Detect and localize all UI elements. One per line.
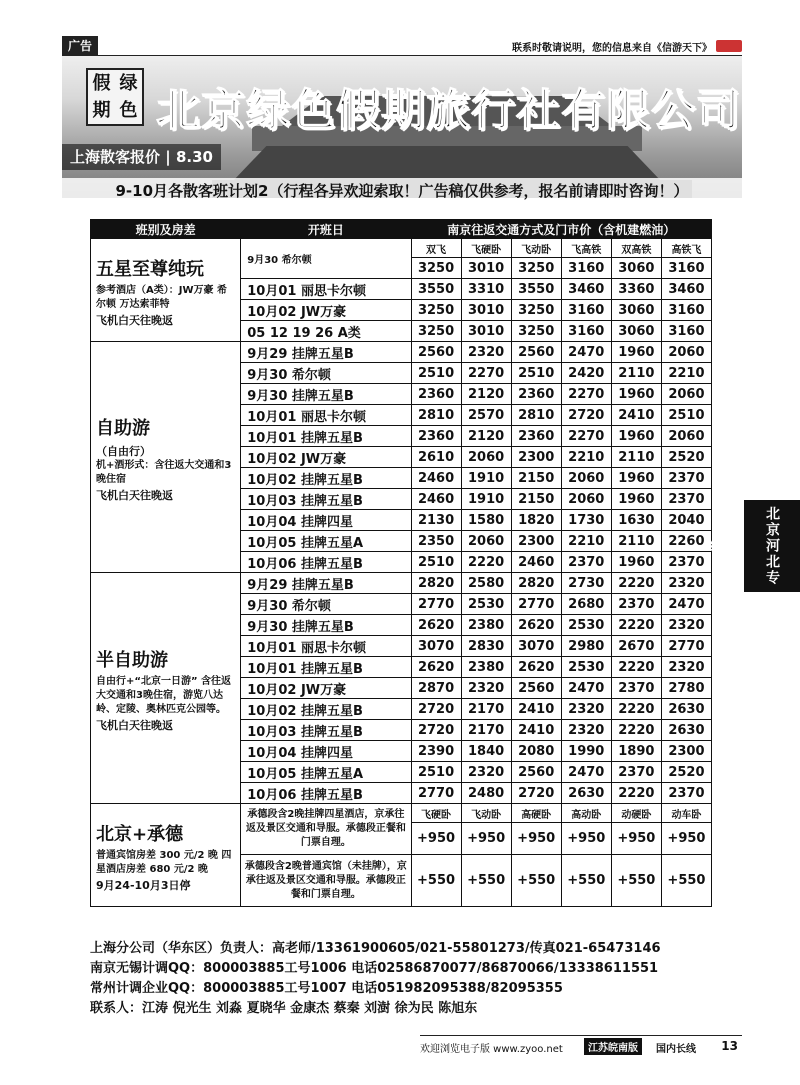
footer-link-text: 欢迎浏览电子版 www.zyoo.net: [420, 1044, 563, 1055]
price-cell: +950: [461, 823, 511, 855]
category-beijing-chengde: [91, 804, 241, 907]
logo-char: 色: [119, 100, 138, 121]
price-cell: 2470: [561, 342, 611, 363]
price-cell: 2300: [511, 447, 561, 468]
price-cell: 1960: [611, 342, 661, 363]
header-price: 南京往返交通方式及门市价（含机建燃油）: [411, 220, 712, 239]
date-cell: 10月05 挂牌五星A: [241, 531, 411, 552]
price-cell: 2220: [611, 615, 661, 636]
price-cell: 2060: [661, 342, 711, 363]
date-cell: 10月05 挂牌五星A: [241, 762, 411, 783]
category-flight-note: 飞机白天往晚返: [96, 719, 173, 732]
price-cell: 2510: [411, 552, 461, 573]
price-cell: 2470: [661, 594, 711, 615]
date-cell: 10月04 挂牌四星: [241, 741, 411, 762]
price-cell: 2770: [661, 636, 711, 657]
price-cell: 3070: [511, 636, 561, 657]
contact-info: [90, 939, 730, 1019]
price-cell: 2720: [511, 783, 561, 804]
price-cell: 2260: [661, 531, 711, 552]
side-tab: 北京河北专线: [744, 500, 800, 592]
price-cell: +550: [511, 855, 561, 907]
price-cell: 3160: [561, 300, 611, 321]
price-cell: 2370: [661, 489, 711, 510]
price-cell: 3160: [561, 258, 611, 279]
price-cell: 3160: [661, 258, 711, 279]
chengde-desc: 承德段含2晚挂牌四星酒店，京承往返及景区交通和导服。承德段正餐和门票自理。: [241, 804, 411, 855]
price-cell: 2170: [461, 699, 511, 720]
price-cell: 1630: [611, 510, 661, 531]
category-title: 北京+承德: [96, 824, 184, 845]
date-cell: 9月30 希尔顿: [241, 239, 411, 279]
category-note: 自由行+“北京一日游” 含往返大交通和3晚住宿，游览八达岭、定陵、奥林匹克公园等。: [96, 676, 232, 715]
price-cell: 2320: [461, 342, 511, 363]
price-cell: 2040: [661, 510, 711, 531]
price-cell: 2370: [611, 678, 661, 699]
price-cell: +550: [611, 855, 661, 907]
transport-label: 高铁飞: [661, 239, 711, 258]
price-cell: +550: [661, 855, 711, 907]
price-cell: 2610: [411, 447, 461, 468]
price-cell: 2780: [661, 678, 711, 699]
transport-label: 飞硬卧: [411, 804, 461, 823]
category-five-star: [91, 239, 241, 342]
category-half-self-guided: [91, 573, 241, 804]
price-cell: 2460: [511, 552, 561, 573]
transport-label: 高动卧: [561, 804, 611, 823]
price-cell: 2320: [661, 615, 711, 636]
price-cell: 2110: [611, 531, 661, 552]
price-cell: 2420: [561, 363, 611, 384]
category-title: 半自助游: [96, 650, 168, 671]
price-cell: 2720: [411, 720, 461, 741]
transport-label: 飞动卧: [511, 239, 561, 258]
price-cell: +950: [511, 823, 561, 855]
date-cell: 9月30 希尔顿: [241, 594, 411, 615]
price-cell: 2370: [611, 594, 661, 615]
date-cell: 10月04 挂牌四星: [241, 510, 411, 531]
publisher-logo-icon: [716, 40, 742, 52]
price-cell: 2150: [511, 489, 561, 510]
price-cell: 2510: [411, 363, 461, 384]
category-flight-note: 飞机白天往晚返: [96, 314, 173, 327]
category-date-note: 9月24-10月3日停: [96, 879, 191, 892]
price-cell: 2670: [611, 636, 661, 657]
category-flight-note: 飞机白天往晚返: [96, 489, 173, 502]
date-cell: 10月01 挂牌五星B: [241, 657, 411, 678]
price-cell: 2530: [461, 594, 511, 615]
price-cell: 2130: [411, 510, 461, 531]
price-cell: 2630: [661, 720, 711, 741]
price-cell: 3160: [661, 321, 711, 342]
price-label: 上海散客报价 | 8.30: [62, 144, 221, 170]
price-cell: 2220: [461, 552, 511, 573]
contact-line: 南京无锡计调QQ：800003885工号1006 电话02586870077/86870066/13338611551: [90, 961, 659, 976]
price-cell: 2520: [661, 447, 711, 468]
price-cell: 2460: [411, 468, 461, 489]
date-cell: 10月02 JW万豪: [241, 678, 411, 699]
transport-label: 动硬卧: [611, 804, 661, 823]
price-cell: 3360: [611, 279, 661, 300]
category-self-guided: [91, 342, 241, 573]
date-cell: 10月01 丽思卡尔顿: [241, 636, 411, 657]
price-cell: 2770: [411, 783, 461, 804]
price-cell: 2320: [561, 699, 611, 720]
price-cell: 3250: [511, 258, 561, 279]
price-cell: 2580: [461, 573, 511, 594]
price-cell: 2720: [411, 699, 461, 720]
price-cell: 2560: [511, 342, 561, 363]
price-cell: 2320: [661, 573, 711, 594]
date-cell: 10月03 挂牌五星B: [241, 489, 411, 510]
price-cell: 3060: [611, 300, 661, 321]
price-cell: 2320: [461, 762, 511, 783]
price-cell: 2620: [511, 657, 561, 678]
price-table: [90, 219, 712, 907]
price-cell: 2300: [511, 531, 561, 552]
category-subtitle: （自由行）: [96, 445, 151, 458]
price-cell: 2370: [661, 468, 711, 489]
date-cell: 9月30 希尔顿: [241, 363, 411, 384]
price-cell: 2810: [511, 405, 561, 426]
price-cell: 3550: [511, 279, 561, 300]
price-cell: 2620: [411, 615, 461, 636]
date-cell: 10月03 挂牌五星B: [241, 720, 411, 741]
price-cell: 2270: [461, 363, 511, 384]
price-cell: 2060: [461, 531, 511, 552]
price-cell: 3070: [411, 636, 461, 657]
price-cell: 2770: [411, 594, 461, 615]
price-cell: 1960: [611, 489, 661, 510]
price-cell: 2060: [661, 426, 711, 447]
contact-line: 上海分公司（华东区）负责人：高老师/13361900605/021-55801273/传真021-65473146: [90, 941, 661, 956]
price-cell: 1730: [561, 510, 611, 531]
date-cell: 05 12 19 26 A类: [241, 321, 411, 342]
price-cell: 2730: [561, 573, 611, 594]
price-cell: 2120: [461, 426, 511, 447]
transport-label: 双飞: [411, 239, 461, 258]
transport-label: 飞高铁: [561, 239, 611, 258]
price-cell: 2150: [511, 468, 561, 489]
date-cell: 10月02 JW万豪: [241, 300, 411, 321]
date-cell: 10月01 挂牌五星B: [241, 426, 411, 447]
price-label-text: 上海散客报价: [70, 148, 161, 166]
footer-section: 国内长线: [656, 1044, 696, 1055]
price-cell: 2530: [561, 615, 611, 636]
price-cell: 2110: [611, 363, 661, 384]
price-cell: 1960: [611, 426, 661, 447]
price-cell: 2320: [561, 720, 611, 741]
price-cell: 2220: [611, 783, 661, 804]
contact-line: 联系人：江涛 倪光生 刘淼 夏晓华 金康杰 蔡秦 刘澍 徐为民 陈旭东: [90, 1001, 478, 1016]
price-cell: 2560: [511, 678, 561, 699]
price-cell: 2410: [511, 720, 561, 741]
price-cell: 3010: [461, 300, 511, 321]
price-cell: 3250: [511, 321, 561, 342]
price-cell: 2470: [561, 678, 611, 699]
price-cell: +550: [461, 855, 511, 907]
date-cell: 9月29 挂牌五星B: [241, 573, 411, 594]
price-cell: 2080: [511, 741, 561, 762]
price-cell: 2410: [511, 699, 561, 720]
price-cell: 2460: [411, 489, 461, 510]
footer-brand: 江苏皖南版: [584, 1038, 642, 1055]
ad-tag: 广告: [62, 36, 98, 56]
price-cell: 2510: [511, 363, 561, 384]
chengde-desc: 承德段含2晚普通宾馆（未挂牌），京承往返及景区交通和导服。承德段正餐和门票自理。: [241, 855, 411, 907]
agency-logo: [86, 68, 144, 126]
price-cell: 3060: [611, 321, 661, 342]
price-cell: 3010: [461, 258, 511, 279]
category-note: 普通宾馆房差 300 元/2 晚 四星酒店房差 680 元/2 晚: [96, 850, 232, 875]
transport-label: 飞动卧: [461, 804, 511, 823]
price-cell: 2380: [461, 615, 511, 636]
price-cell: 3250: [411, 258, 461, 279]
price-cell: 2380: [461, 657, 511, 678]
price-cell: 2060: [561, 468, 611, 489]
price-cell: 2120: [461, 384, 511, 405]
date-cell: 10月06 挂牌五星B: [241, 552, 411, 573]
price-cell: 2520: [661, 762, 711, 783]
price-cell: 3250: [411, 300, 461, 321]
date-cell: 10月02 挂牌五星B: [241, 468, 411, 489]
price-cell: 2620: [411, 657, 461, 678]
price-cell: 2630: [561, 783, 611, 804]
table-row: [91, 342, 712, 363]
price-cell: 2270: [561, 384, 611, 405]
price-cell: 2210: [561, 447, 611, 468]
price-cell: 2620: [511, 615, 561, 636]
price-cell: +550: [561, 855, 611, 907]
price-cell: 2220: [611, 699, 661, 720]
price-cell: 2060: [661, 384, 711, 405]
price-cell: 2110: [611, 447, 661, 468]
transport-label: 动车卧: [661, 804, 711, 823]
header-category: 班别及房差: [91, 220, 241, 239]
price-cell: 2830: [461, 636, 511, 657]
price-cell: 1820: [511, 510, 561, 531]
price-cell: 2870: [411, 678, 461, 699]
price-cell: 3310: [461, 279, 511, 300]
price-cell: 3060: [611, 258, 661, 279]
price-cell: 2510: [661, 405, 711, 426]
contact-line: 常州计调企业QQ：800003885工号1007 电话051982095388/82095355: [90, 981, 563, 996]
price-cell: 2370: [611, 762, 661, 783]
price-cell: 2560: [411, 342, 461, 363]
category-title: 自助游: [96, 418, 150, 439]
price-cell: 2390: [411, 741, 461, 762]
price-cell: 2320: [461, 678, 511, 699]
transport-label: 飞硬卧: [461, 239, 511, 258]
price-cell: 3460: [561, 279, 611, 300]
banner: [62, 56, 742, 198]
top-bar: [62, 36, 742, 56]
price-cell: 2360: [511, 426, 561, 447]
price-cell: 2320: [661, 657, 711, 678]
table-row: [91, 573, 712, 594]
price-cell: 1910: [461, 489, 511, 510]
price-cell: 3010: [461, 321, 511, 342]
price-cell: 2820: [411, 573, 461, 594]
price-cell: 1960: [611, 468, 661, 489]
category-note: 参考酒店（A类）：JW万豪 希尔顿 万达索菲特: [96, 285, 227, 310]
logo-char: 期: [92, 100, 111, 121]
date-cell: 10月01 丽思卡尔顿: [241, 405, 411, 426]
price-cell: 1890: [611, 741, 661, 762]
price-cell: 1960: [611, 384, 661, 405]
company-name: 北京绿色假期旅行社有限公司: [156, 85, 741, 136]
page-number: 13: [721, 1039, 738, 1053]
price-cell: 2720: [561, 405, 611, 426]
price-cell: 3250: [511, 300, 561, 321]
price-cell: 2770: [511, 594, 561, 615]
price-cell: 2360: [511, 384, 561, 405]
footer: [420, 1035, 742, 1055]
price-cell: 2350: [411, 531, 461, 552]
price-cell: +950: [661, 823, 711, 855]
date-cell: 10月06 挂牌五星B: [241, 783, 411, 804]
logo-char: 绿: [119, 73, 138, 94]
price-cell: 1990: [561, 741, 611, 762]
price-cell: 2210: [661, 363, 711, 384]
table-row: [91, 804, 712, 823]
category-note: 机+酒形式：含往返大交通和3晚住宿: [96, 460, 232, 485]
category-title: 五星至尊纯玩: [96, 259, 204, 280]
price-cell: 3460: [661, 279, 711, 300]
price-cell: 2360: [411, 426, 461, 447]
transport-label: 高硬卧: [511, 804, 561, 823]
price-cell: 2210: [561, 531, 611, 552]
schedule-title: 9-10月各散客班计划2（行程各异欢迎索取！广告稿仅供参考，报名前请即时咨询！）: [62, 178, 742, 203]
price-cell: 2270: [561, 426, 611, 447]
price-cell: 2810: [411, 405, 461, 426]
transport-label: 双高铁: [611, 239, 661, 258]
price-cell: 2560: [511, 762, 561, 783]
price-cell: 3160: [561, 321, 611, 342]
price-cell: 2060: [561, 489, 611, 510]
price-cell: 2980: [561, 636, 611, 657]
price-cell: +950: [561, 823, 611, 855]
date-cell: 9月30 挂牌五星B: [241, 615, 411, 636]
price-cell: 2570: [461, 405, 511, 426]
price-cell: 2220: [611, 720, 661, 741]
price-cell: 2220: [611, 573, 661, 594]
header-date: 开班日: [241, 220, 411, 239]
price-cell: 2820: [511, 573, 561, 594]
date-cell: 10月01 丽思卡尔顿: [241, 279, 411, 300]
price-cell: 2680: [561, 594, 611, 615]
price-cell: 3550: [411, 279, 461, 300]
date-cell: 9月30 挂牌五星B: [241, 384, 411, 405]
date-cell: 10月02 挂牌五星B: [241, 699, 411, 720]
price-cell: 2370: [661, 783, 711, 804]
price-cell: 2060: [461, 447, 511, 468]
price-cell: 1960: [611, 552, 661, 573]
price-cell: 2480: [461, 783, 511, 804]
price-cell: 2530: [561, 657, 611, 678]
price-cell: 1910: [461, 468, 511, 489]
price-date: 8.30: [175, 148, 213, 166]
price-cell: 3250: [411, 321, 461, 342]
price-cell: 2170: [461, 720, 511, 741]
price-cell: 2630: [661, 699, 711, 720]
price-cell: 1840: [461, 741, 511, 762]
price-cell: 2300: [661, 741, 711, 762]
price-cell: 2470: [561, 762, 611, 783]
price-cell: 2370: [661, 552, 711, 573]
date-cell: 9月29 挂牌五星B: [241, 342, 411, 363]
price-cell: 1580: [461, 510, 511, 531]
price-cell: +550: [411, 855, 461, 907]
date-cell: 10月02 JW万豪: [241, 447, 411, 468]
price-cell: 2220: [611, 657, 661, 678]
price-cell: 2510: [411, 762, 461, 783]
source-note: 联系时敬请说明，您的信息来自《信游天下》: [512, 43, 712, 54]
price-cell: 2360: [411, 384, 461, 405]
logo-char: 假: [92, 73, 111, 94]
price-cell: +950: [411, 823, 461, 855]
price-cell: 2370: [561, 552, 611, 573]
price-cell: 3160: [661, 300, 711, 321]
price-cell: 2410: [611, 405, 661, 426]
gate-lower-roof-icon: [232, 146, 662, 182]
price-cell: +950: [611, 823, 661, 855]
